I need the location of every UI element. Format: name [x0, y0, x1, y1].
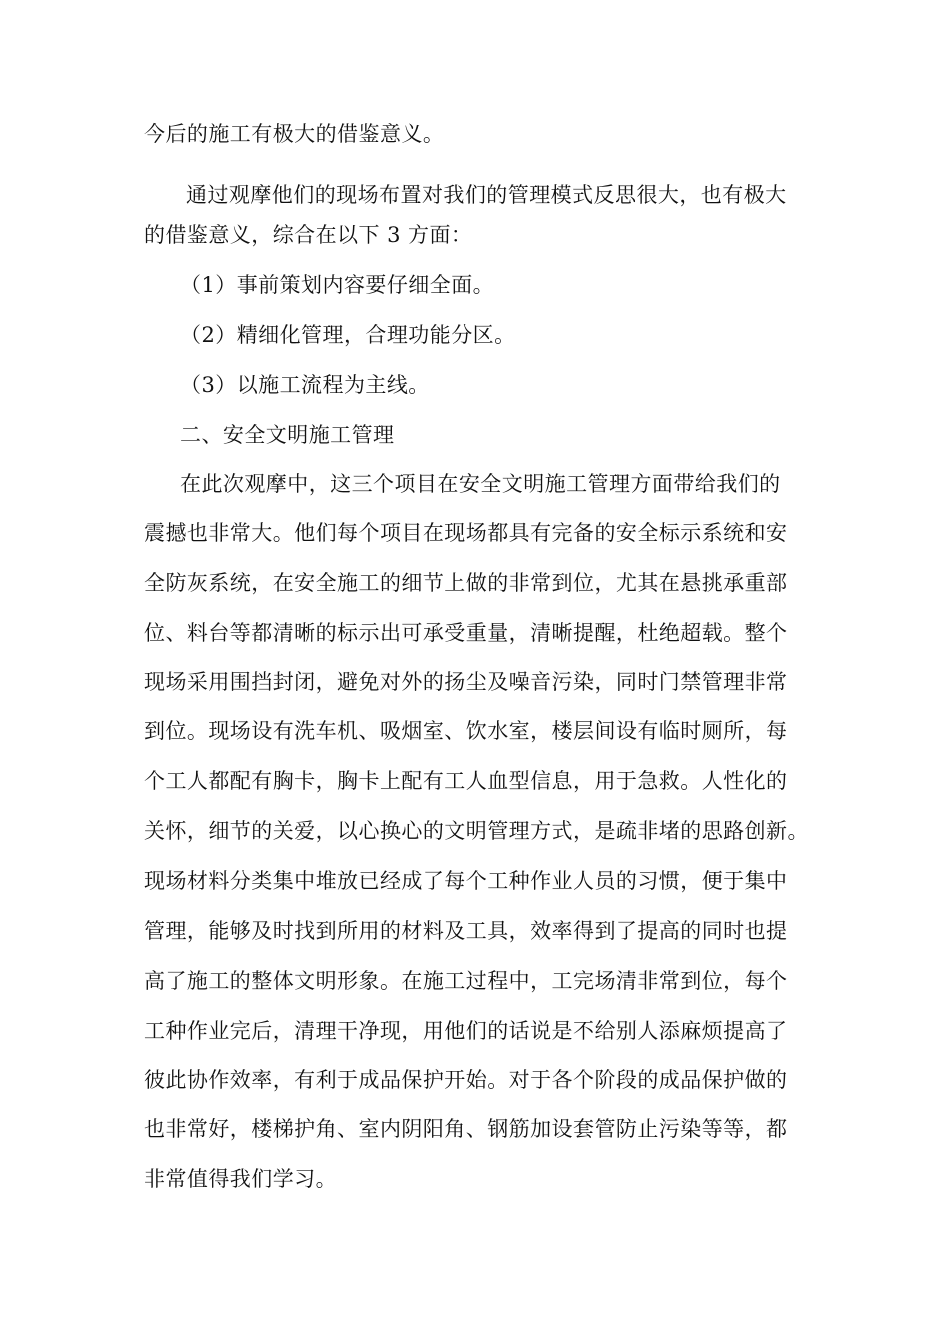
text-line: 个工人都配有胸卡，胸卡上配有工人血型信息，用于急救。人性化的: [144, 769, 788, 793]
text-line: 管理，能够及时找到所用的材料及工具，效率得到了提高的同时也提: [144, 919, 788, 943]
text-line: 全防灰系统，在安全施工的细节上做的非常到位，尤其在悬挑承重部: [144, 571, 788, 595]
list-item: （1）事前策划内容要仔细全面。: [180, 273, 495, 297]
section-heading: 二、安全文明施工管理: [180, 423, 395, 447]
text-line: 非常值得我们学习。: [144, 1167, 338, 1191]
text-line: 的借鉴意义，综合在以下 3 方面：: [144, 223, 473, 247]
text-line: 到位。现场设有洗车机、吸烟室、饮水室，楼层间设有临时厕所，每: [144, 719, 788, 743]
list-item: （2）精细化管理，合理功能分区。: [180, 323, 516, 347]
list-item: （3）以施工流程为主线。: [180, 373, 430, 397]
text-line: 在此次观摩中，这三个项目在安全文明施工管理方面带给我们的: [180, 472, 781, 496]
text-line: 今后的施工有极大的借鉴意义。: [144, 122, 445, 146]
text-line: 关怀，细节的关爱，以心换心的文明管理方式，是疏非堵的思路创新。: [144, 819, 809, 843]
text-line: 也非常好，楼梯护角、室内阴阳角、钢筋加设套管防止污染等等，都: [144, 1117, 788, 1141]
text-line: 彼此协作效率，有利于成品保护开始。对于各个阶段的成品保护做的: [144, 1068, 788, 1092]
text-line: 震撼也非常大。他们每个项目在现场都具有完备的安全标示系统和安: [144, 521, 788, 545]
text-line: 现场采用围挡封闭，避免对外的扬尘及噪音污染，同时门禁管理非常: [144, 670, 788, 694]
text-line: 高了施工的整体文明形象。在施工过程中，工完场清非常到位，每个: [144, 969, 788, 993]
text-line: 通过观摩他们的现场布置对我们的管理模式反思很大，也有极大: [186, 183, 787, 207]
text-line: 位、料台等都清晰的标示出可承受重量，清晰提醒，杜绝超载。整个: [144, 621, 788, 645]
text-line: 现场材料分类集中堆放已经成了每个工种作业人员的习惯，便于集中: [144, 869, 788, 893]
text-line: 工种作业完后，清理干净现，用他们的话说是不给别人添麻烦提高了: [144, 1019, 788, 1043]
